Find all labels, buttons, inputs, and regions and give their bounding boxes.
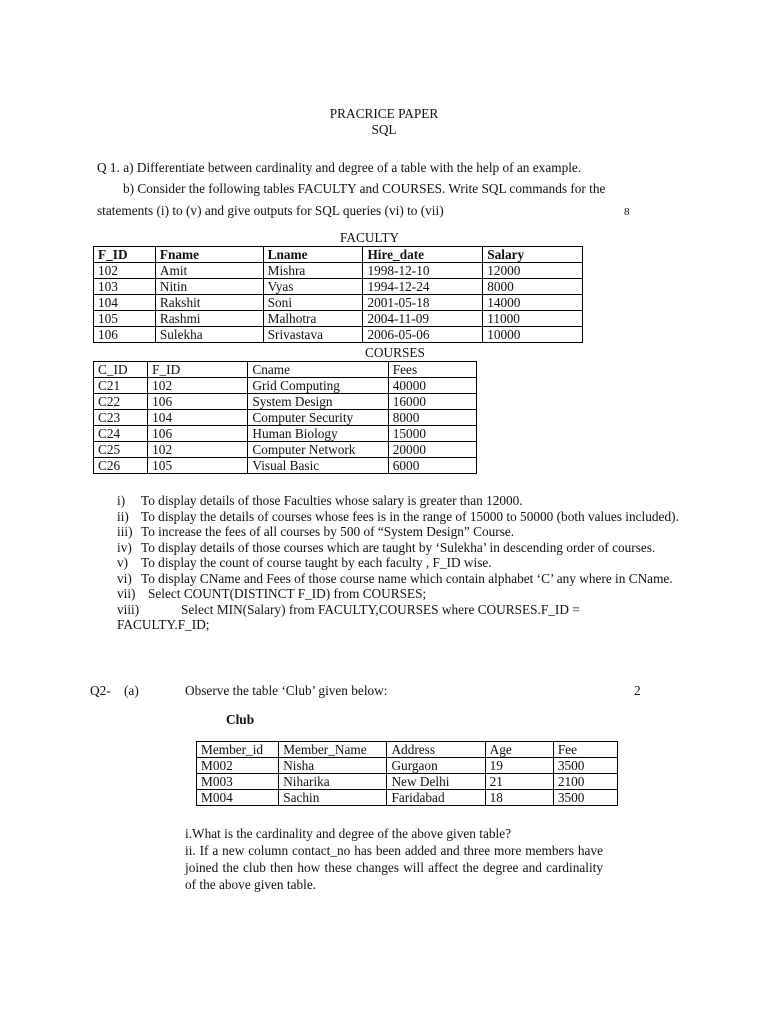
table-row	[94, 311, 583, 327]
faculty-header-row	[94, 247, 583, 263]
table-cell: 105	[94, 311, 156, 327]
q2-label: Q2-	[90, 683, 111, 698]
courses-header-cell: F_ID	[148, 362, 248, 378]
item-text: To display details of those Faculties whose salary is greater than 12000.	[141, 493, 523, 508]
table-row	[94, 394, 477, 410]
club-header-cell: Age	[485, 742, 553, 758]
table-row	[197, 774, 618, 790]
table-cell: New Delhi	[387, 774, 485, 790]
table-cell: Soni	[263, 295, 363, 311]
faculty-header-cell: Lname	[263, 247, 363, 263]
courses-table	[93, 361, 477, 474]
q1-part-b: b) Consider the following tables FACULTY and COURSES. Write SQL commands for the	[123, 181, 606, 196]
table-cell: 106	[148, 394, 248, 410]
faculty-header-cell: Hire_date	[363, 247, 483, 263]
table-cell: Rakshit	[155, 295, 263, 311]
table-cell: C21	[94, 378, 148, 394]
list-item	[117, 524, 717, 540]
item-text: To display CName and Fees of those course name which contain alphabet ‘C’ any where in CName.	[141, 570, 673, 586]
page-subtitle: SQL	[371, 122, 397, 137]
list-item	[117, 571, 682, 587]
courses-caption: COURSES	[365, 345, 425, 360]
table-cell: 40000	[388, 378, 476, 394]
table-row	[94, 458, 477, 474]
table-cell: C23	[94, 410, 148, 426]
club-header-cell: Member_Name	[279, 742, 387, 758]
table-cell: Mishra	[263, 263, 363, 279]
list-item	[117, 493, 717, 509]
table-row	[94, 410, 477, 426]
item-text: To display details of those courses which are taught by ‘Sulekha’ in descending order of courses.	[141, 539, 656, 555]
table-cell: C24	[94, 426, 148, 442]
table-cell: Computer Network	[248, 442, 388, 458]
table-cell: 2006-05-06	[363, 327, 483, 343]
table-cell: 106	[94, 327, 156, 343]
table-row	[94, 442, 477, 458]
q2-sub-ii: ii. If a new column contact_no has been added and three more members have joined the club then how these changes will affect the degree and cardinality of the above given table.	[185, 843, 603, 892]
table-cell: Computer Security	[248, 410, 388, 426]
item-text: Select COUNT(DISTINCT F_ID) from COURSES;	[148, 586, 427, 601]
club-header-cell: Member_id	[197, 742, 279, 758]
table-cell: 10000	[483, 327, 583, 343]
page-title: PRACRICE PAPER	[329, 106, 439, 121]
courses-header-row	[94, 362, 477, 378]
courses-header-cell: Fees	[388, 362, 476, 378]
faculty-header-cell: Salary	[483, 247, 583, 263]
table-cell: 102	[94, 263, 156, 279]
table-cell: Gurgaon	[387, 758, 485, 774]
table-cell: Nitin	[155, 279, 263, 295]
item-number: iii)	[117, 524, 133, 539]
club-header-row	[197, 742, 618, 758]
table-row	[197, 758, 618, 774]
table-cell: 2004-11-09	[363, 311, 483, 327]
club-header-cell: Address	[387, 742, 485, 758]
item-text: To display the details of courses whose fees is in the range of 15000 to 50000 (both values included).	[141, 508, 679, 524]
faculty-caption: FACULTY	[340, 230, 400, 245]
item-text: To display the count of course taught by each faculty , F_ID wise.	[141, 555, 492, 570]
table-cell: 18	[485, 790, 553, 806]
q1-part-a: Q 1. a) Differentiate between cardinality and degree of a table with the help of an example.	[97, 160, 582, 175]
list-item	[117, 586, 717, 602]
table-cell: C26	[94, 458, 148, 474]
item-number: vi)	[117, 570, 132, 586]
table-cell: Sachin	[279, 790, 387, 806]
q1-question-list	[117, 493, 717, 633]
table-cell: 1998-12-10	[363, 263, 483, 279]
table-cell: 106	[148, 426, 248, 442]
table-cell: 2100	[553, 774, 617, 790]
item-number: ii)	[117, 508, 129, 524]
table-cell: 2001-05-18	[363, 295, 483, 311]
courses-header-cell: C_ID	[94, 362, 148, 378]
q2-marks: 2	[634, 683, 641, 698]
faculty-header-cell: Fname	[155, 247, 263, 263]
courses-header-cell: Cname	[248, 362, 388, 378]
table-row	[94, 327, 583, 343]
table-cell: 105	[148, 458, 248, 474]
table-row	[94, 279, 583, 295]
faculty-header-cell: F_ID	[94, 247, 156, 263]
club-header-cell: Fee	[553, 742, 617, 758]
table-cell: 16000	[388, 394, 476, 410]
table-cell: 104	[148, 410, 248, 426]
table-cell: Amit	[155, 263, 263, 279]
table-cell: 3500	[553, 790, 617, 806]
table-cell: 1994-12-24	[363, 279, 483, 295]
table-cell: Rashmi	[155, 311, 263, 327]
club-table	[196, 741, 618, 806]
table-cell: C22	[94, 394, 148, 410]
table-row	[94, 426, 477, 442]
q2-sub-i: i.What is the cardinality and degree of the above given table?	[185, 826, 512, 841]
table-cell: System Design	[248, 394, 388, 410]
table-cell: Sulekha	[155, 327, 263, 343]
q2-text: Observe the table ‘Club’ given below:	[185, 683, 388, 698]
table-cell: 8000	[483, 279, 583, 295]
table-cell: Vyas	[263, 279, 363, 295]
table-cell: 3500	[553, 758, 617, 774]
table-cell: 11000	[483, 311, 583, 327]
table-cell: Nisha	[279, 758, 387, 774]
table-cell: M002	[197, 758, 279, 774]
item-number: viii)	[117, 601, 140, 617]
table-cell: Niharika	[279, 774, 387, 790]
table-cell: Human Biology	[248, 426, 388, 442]
table-cell: Grid Computing	[248, 378, 388, 394]
table-row	[94, 263, 583, 279]
list-item	[117, 602, 637, 633]
table-cell: 12000	[483, 263, 583, 279]
q1-part-b-cont: statements (i) to (v) and give outputs for SQL queries (vi) to (vii)	[97, 203, 444, 218]
table-cell: 102	[148, 442, 248, 458]
table-cell: 104	[94, 295, 156, 311]
q2-part: (a)	[124, 683, 139, 698]
table-cell: 103	[94, 279, 156, 295]
club-caption: Club	[226, 712, 255, 727]
table-cell: Faridabad	[387, 790, 485, 806]
table-cell: 15000	[388, 426, 476, 442]
list-item	[117, 555, 717, 571]
item-number: v)	[117, 555, 129, 570]
table-cell: 20000	[388, 442, 476, 458]
table-row	[94, 378, 477, 394]
table-cell: 21	[485, 774, 553, 790]
list-item	[117, 540, 717, 556]
table-cell: M004	[197, 790, 279, 806]
item-text: Select MIN(Salary) from FACULTY,COURSES where COURSES.F_ID = FACULTY.F_ID;	[117, 601, 580, 632]
table-cell: 14000	[483, 295, 583, 311]
table-row	[197, 790, 618, 806]
item-text: To increase the fees of all courses by 500 of “System Design” Course.	[141, 524, 515, 539]
item-number: vii)	[117, 586, 136, 601]
item-number: iv)	[117, 539, 132, 555]
faculty-table	[93, 246, 583, 343]
table-row	[94, 295, 583, 311]
table-cell: C25	[94, 442, 148, 458]
table-cell: 19	[485, 758, 553, 774]
table-cell: 102	[148, 378, 248, 394]
table-cell: Visual Basic	[248, 458, 388, 474]
table-cell: 6000	[388, 458, 476, 474]
table-cell: 8000	[388, 410, 476, 426]
table-cell: Malhotra	[263, 311, 363, 327]
list-item	[117, 509, 697, 525]
table-cell: Srivastava	[263, 327, 363, 343]
q1-marks: 8	[624, 206, 630, 218]
table-cell: M003	[197, 774, 279, 790]
item-number: i)	[117, 493, 126, 508]
